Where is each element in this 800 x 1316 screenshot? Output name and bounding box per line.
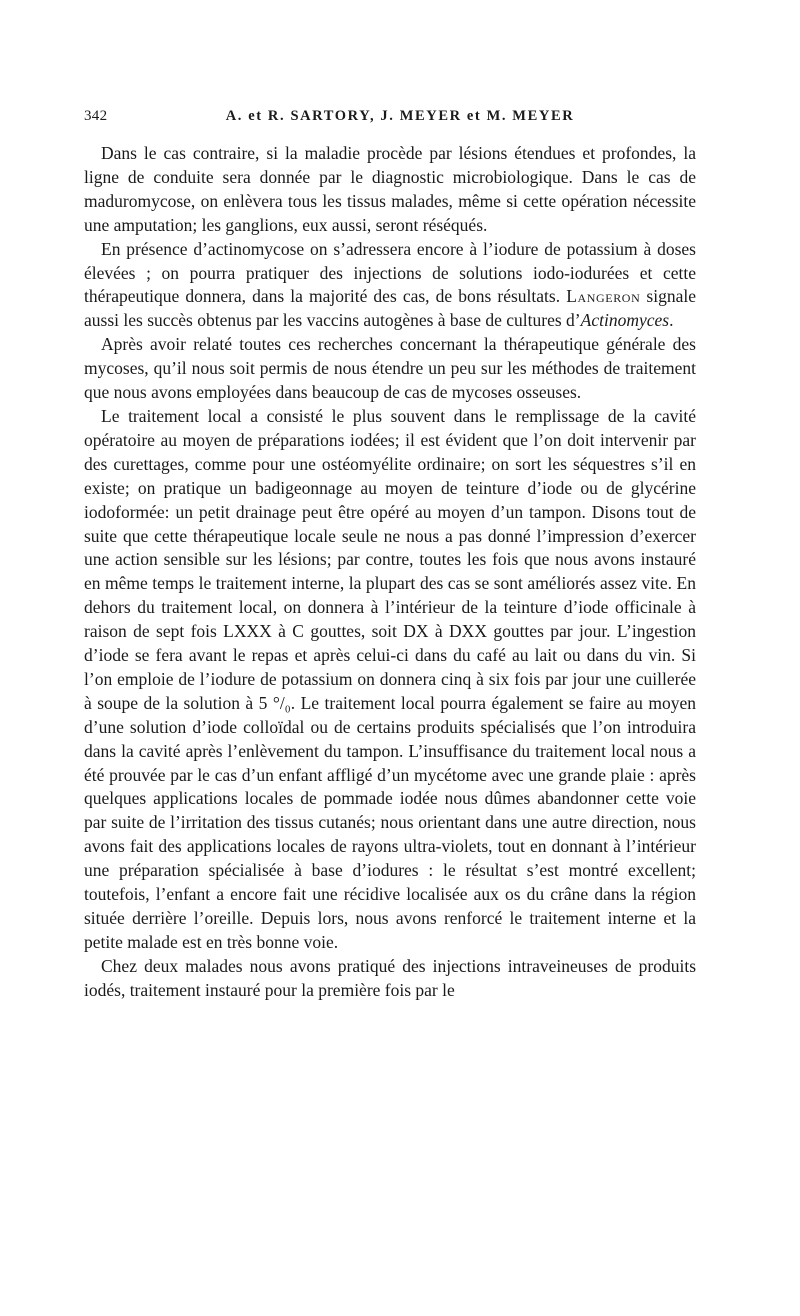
paragraph-2-text-b: signale aussi les succès obtenus par les vaccins autogènes à base de cultures d’ [84, 286, 696, 331]
paragraph-2-text-a: En présence d’actinomycose on s’adressera encore à l’iodure de potassium à doses élevées ; on pourra pratiquer des injections de solutions iodo-iodurées et cette thérapeutique donnera, dans la majorité des cas, de bons résultats. [84, 238, 696, 307]
paragraph-2 [84, 238, 696, 334]
paragraph-5: Chez deux malades nous avons pratiqué des injections intraveineuses de produits iodés, traitement instauré pour la première fois par le [84, 955, 696, 1000]
running-title: A. et R. SARTORY, J. MEYER et M. MEYER [225, 108, 575, 124]
genus-name-actinomyces: Actinomyces [580, 310, 670, 331]
author-name-langeron: Langeron [566, 286, 641, 307]
running-head [84, 108, 696, 130]
paragraph-4: Le traitement local a consisté le plus souvent dans le remplissage de la cavité opératoire au moyen de préparations iodées; il est évident que l’on doit intervenir par des curettages, comme pour une ostéomyélite ordinaire; on sort les séquestres s’il en existe; on pratique un badigeonnage au moyen de teinture d’iode ou de glycérine iodoformée: un petit drainage peut être opéré au moyen d’un tampon. Disons tout de suite que cette thérapeutique locale seule ne nous a pas donné l’impression d’exercer une action sensible sur les lésions; par contre, toutes les fois que nous avons instauré en même temps le traitement interne, la plupart des cas se sont améliorés assez vite. En dehors du traitement local, on donnera à l’intérieur de la teinture d’iode officinale à raison de sept fois LXXX à C gouttes, soit DX à DXX gouttes par jour. L’ingestion d’iode se fera avant le repas et après celui-ci dans du café au lait ou dans du vin. Si l’on emploie de l’iodure de potassium on donnera cinq à six fois par jour une cuillerée à soupe de la solution à 5 °/₀. Le traitement local pourra également se faire au moyen d’une solution d’iode colloïdal ou de certains produits spécialisés que l’on introduira dans la cavité après l’enlèvement du tampon. L’insuffisance du traitement local nous a été prouvée par le cas d’un enfant affligé d’un mycétome avec une grande plaie : après quelques applications locales de pommade iodée nous dûmes abandonner cette voie par suite de l’irritation des tissus cutanés; nous orientant dans une autre direction, nous avons fait des applications locales de rayons ultra-violets, tout en donnant à l’intérieur une préparation spécialisée à base d’iodures : le résultat s’est montré excellent; toutefois, l’enfant a encore fait une récidive localisée aux os du crâne dans la région située derrière l’oreille. Depuis lors, nous avons renforcé le traitement interne et la petite malade est en très bonne voie. [84, 405, 696, 952]
paragraph-2-text-c: . [669, 310, 674, 331]
body-text [84, 142, 696, 1003]
paragraph-1: Dans le cas contraire, si la maladie procède par lésions étendues et profondes, la ligne de conduite sera donnée par le diagnostic microbiologique. Dans le cas de maduromycose, on enlèvera tous les tissus malades, même si cette opération nécessite une amputation; les ganglions, eux aussi, seront réséqués. [84, 143, 696, 235]
page-number: 342 [84, 108, 108, 124]
paragraph-3: Après avoir relaté toutes ces recherches concernant la thérapeutique générale des mycoses, qu’il nous soit permis de nous étendre un peu sur les méthodes de traitement que nous avons employées dans beaucoup de cas de mycoses osseuses. [84, 334, 696, 403]
